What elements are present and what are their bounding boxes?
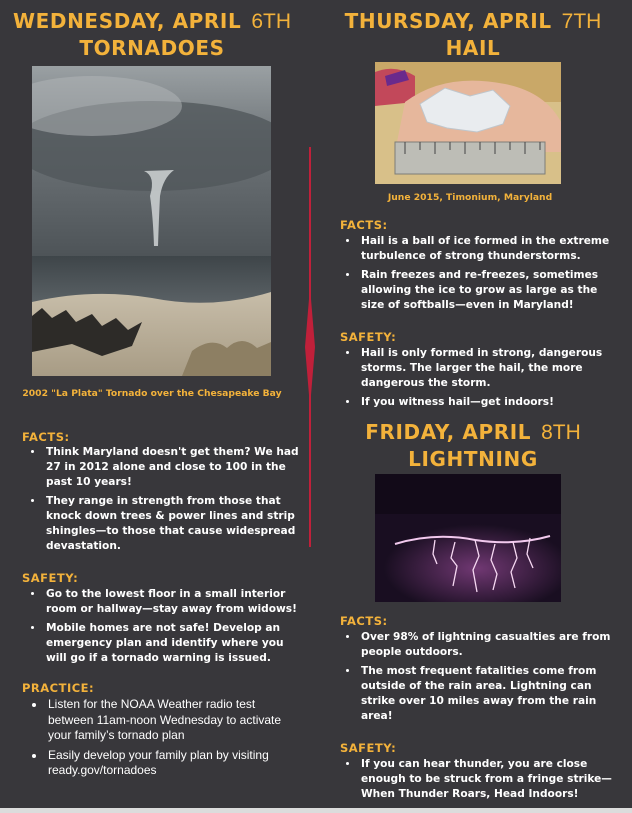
hail-facts-heading: FACTS: bbox=[340, 218, 388, 232]
column-divider bbox=[303, 147, 317, 547]
hail-safety-list bbox=[341, 346, 621, 414]
tornado-photo bbox=[32, 66, 271, 376]
lightning-day-label: FRIDAY, APRIL bbox=[365, 420, 532, 444]
list-item: • If you can hear thunder, you are close enough to be struck from a fringe strike—When Thunder Roars, Head Indoors! bbox=[359, 757, 621, 802]
list-item: • Rain freezes and re-freezes, sometimes allowing the ice to grow as large as the size of softballs—even in Maryland! bbox=[359, 268, 621, 313]
hail-facts-list bbox=[341, 234, 621, 317]
list-item: • Hail is only formed in strong, dangerous storms. The larger the hail, the more dangerous the storm. bbox=[359, 346, 621, 391]
lightning-facts-list bbox=[341, 630, 621, 728]
tornado-safety-list bbox=[26, 587, 306, 670]
lightning-safety-list bbox=[341, 757, 621, 806]
list-item: • If you witness hail—get indoors! bbox=[359, 395, 621, 410]
tornado-practice-heading: PRACTICE: bbox=[22, 681, 95, 695]
list-item: • Go to the lowest floor in a small interior room or hallway—stay away from widows! bbox=[44, 587, 306, 617]
hail-topic: HAIL bbox=[445, 36, 501, 60]
list-item: • Over 98% of lightning casualties are from people outdoors. bbox=[359, 630, 621, 660]
hail-date-number: 7TH bbox=[561, 10, 602, 33]
hail-photo bbox=[375, 62, 561, 184]
lightning-safety-heading: SAFETY: bbox=[340, 741, 397, 755]
lightning-day-title bbox=[323, 419, 623, 473]
hail-safety-heading: SAFETY: bbox=[340, 330, 397, 344]
tornado-date-number: 6TH bbox=[251, 10, 292, 33]
tornado-photo-caption: 2002 "La Plata" Tornado over the Chesapeake Bay bbox=[22, 388, 282, 399]
list-item: • Think Maryland doesn't get them? We had 27 in 2012 alone and close to 100 in the past 10 years! bbox=[44, 445, 306, 490]
lightning-date-number: 8TH bbox=[541, 421, 581, 444]
tornado-facts-heading: FACTS: bbox=[22, 430, 70, 444]
tornado-safety-heading: SAFETY: bbox=[22, 571, 79, 585]
lightning-facts-heading: FACTS: bbox=[340, 614, 388, 628]
lightning-photo bbox=[375, 474, 561, 602]
hail-day-title bbox=[323, 8, 623, 62]
list-item: • Hail is a ball of ice formed in the extreme turbulence of strong thunderstorms. bbox=[359, 234, 621, 264]
hail-photo-caption: June 2015, Timonium, Maryland bbox=[387, 192, 553, 203]
tornado-day-title bbox=[2, 8, 302, 62]
list-item: • They range in strength from those that knock down trees & power lines and strip shingles—to those that cause widespread devastation. bbox=[44, 494, 306, 554]
tornado-day-label: WEDNESDAY, APRIL bbox=[12, 9, 242, 33]
tornado-practice-list bbox=[28, 697, 296, 783]
tornado-facts-list bbox=[26, 445, 306, 558]
page-bottom-edge bbox=[0, 808, 632, 813]
tornado-topic: TORNADOES bbox=[79, 36, 225, 60]
list-item: • Mobile homes are not safe! Develop an emergency plan and identify where you will go if a tornado warning is issued. bbox=[44, 621, 306, 666]
list-item: • The most frequent fatalities come from outside of the rain area. Lightning can strike over 10 miles away from the rain area! bbox=[359, 664, 621, 724]
list-item: • Easily develop your family plan by visiting ready.gov/tornadoes bbox=[46, 748, 296, 779]
hail-day-label: THURSDAY, APRIL bbox=[344, 9, 552, 33]
list-item: • Listen for the NOAA Weather radio test between 11am-noon Wednesday to activate your family’s tornado plan bbox=[46, 697, 296, 744]
lightning-topic: LIGHTNING bbox=[408, 447, 538, 471]
